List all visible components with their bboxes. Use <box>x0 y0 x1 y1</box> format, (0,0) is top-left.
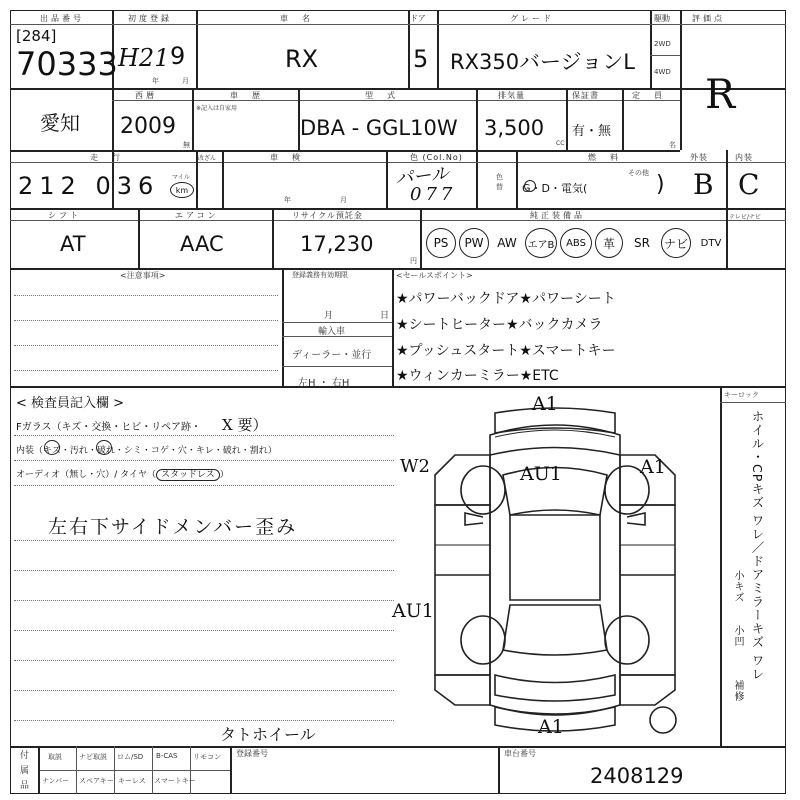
score: R <box>705 72 736 118</box>
lot-number: 70333 <box>16 45 118 83</box>
reg-label: 登録義務有効期限 <box>292 271 348 279</box>
km-unit: km <box>170 182 194 198</box>
footer-col2-bot: スペアキー <box>79 777 114 785</box>
shift-label: シフト <box>48 211 81 220</box>
model-label: 型 式 <box>365 91 398 100</box>
inspection-year: 年 <box>284 196 291 204</box>
equipment-item-1: PW <box>459 228 489 258</box>
footer-col3-top: ロム/SD <box>117 753 144 761</box>
color-label: 色 (Col.No) <box>410 153 463 162</box>
glass-mark: X 要） <box>222 416 268 434</box>
fuel-g-circle <box>524 180 536 192</box>
sales-label: <セールスポイント> <box>396 271 473 280</box>
handwritten-note-2: タトホイール <box>220 725 316 744</box>
footer-col3-bot: キーレス <box>118 777 146 785</box>
equipment-item-0: PS <box>426 228 456 258</box>
yen: 円 <box>410 257 417 265</box>
key-lock-label: キーロック <box>724 391 759 399</box>
grade: RX350バージョンL <box>450 50 635 74</box>
import-value: ディーラー・並行 <box>292 350 372 361</box>
drive-4wd: 4WD <box>654 68 671 76</box>
model: DBA - GGL10W <box>300 116 458 140</box>
ac: AAC <box>180 232 224 256</box>
reg-day: 日 <box>380 311 390 321</box>
legend-small-dent: 小凹 <box>732 625 743 647</box>
displacement: 3,500 <box>484 116 545 140</box>
year-label: 西暦 <box>135 91 157 100</box>
first-reg-label: 初度登録 <box>128 14 172 23</box>
warranty-label: 保証書 <box>572 91 599 100</box>
lot-sub: [284] <box>16 27 57 45</box>
interior: C <box>738 168 760 201</box>
legend-small-scratch: 小キズ <box>732 570 743 603</box>
handle-value: 左H ・ 右H <box>298 378 350 389</box>
footer-col1-bot: ナンバー <box>42 777 70 785</box>
equipment-item-2: AW <box>497 236 517 250</box>
equipment-label: 純正装備品 <box>530 211 585 220</box>
replaced-label: 改ざん <box>198 155 217 162</box>
footer-col1-top: 取説 <box>48 753 62 761</box>
attach-1: 付 <box>20 751 30 761</box>
doors-label: ドア <box>410 14 426 23</box>
year-mu: 無 <box>183 141 190 149</box>
exterior-label: 外装 <box>690 153 708 162</box>
footer-col4-bot: スマートキー <box>154 777 196 785</box>
chassis-number: 2408129 <box>590 764 684 788</box>
glass-line: Fガラス（キズ・交換・ヒビ・リペア跡・ <box>16 422 202 433</box>
legend-repair: 補修 <box>732 680 743 702</box>
fuel-label: 燃 料 <box>588 153 621 162</box>
equipment-item-4: ABS <box>560 228 592 258</box>
drive-2wd: 2WD <box>654 40 671 48</box>
mark-left-side: AU1 <box>392 600 434 622</box>
audio-line: オーディオ（無し・穴）/ タイヤ（ スタッドレス ） <box>16 470 229 480</box>
equipment-item-7: ナビ <box>661 228 691 258</box>
sales-point-2: ★シートヒーター★バックカメラ <box>396 317 603 333</box>
fuel-other: その他 <box>628 169 649 177</box>
mileage-label: 走 行 <box>90 153 123 162</box>
color-change: 色替 <box>496 173 503 191</box>
footer-col2-top: ナビ取説 <box>79 753 107 761</box>
tire-value: スタッドレス <box>156 469 220 481</box>
legend-text: ホイル・CPキズ ワレ／ドアミラーキズ ワレ <box>750 410 765 682</box>
mark-top: A1 <box>532 393 558 415</box>
sales-point-1: ★パワーバックドア★パワーシート <box>396 291 616 307</box>
region: 愛知 <box>40 111 80 135</box>
capacity-label: 定 員 <box>632 91 665 100</box>
footer-col4-top: B-CAS <box>156 752 178 760</box>
equipment-item-5: 革 <box>595 228 623 258</box>
mark-right: A1 <box>640 456 666 478</box>
handwritten-note-1: 左右下サイドメンバー歪み <box>48 516 298 538</box>
reg-no-label: 登録番号 <box>236 749 268 758</box>
first-reg-era: H21 <box>118 44 170 72</box>
recycle: 17,230 <box>300 232 374 256</box>
equipment-item-3: エアB <box>525 228 557 258</box>
attach-3: 品 <box>20 781 30 791</box>
import-label: 輸入車 <box>318 327 346 337</box>
capacity-unit: 名 <box>669 141 676 149</box>
fuel-close: ) <box>656 172 665 197</box>
fuel-value: G・D・電気( <box>522 182 588 195</box>
mark-bottom: A1 <box>538 716 564 738</box>
interior-circle-2 <box>96 440 112 455</box>
color-no: 077 <box>410 184 457 205</box>
first-reg-month: 9 <box>170 42 186 70</box>
inspector-label: < 検査員記入欄 > <box>16 396 125 411</box>
chassis-label: 車台番号 <box>504 749 536 758</box>
inspection-month: 月 <box>340 196 347 204</box>
warranty: 有・無 <box>572 124 612 139</box>
cc: CC <box>556 140 565 147</box>
grade-label: グレード <box>510 14 554 23</box>
sales-point-3: ★プッシュスタート★スマートキー <box>396 343 616 359</box>
equipment-item-8: DTV <box>700 237 722 249</box>
color-name: パール <box>394 163 450 190</box>
ac-label: エアコン <box>175 211 219 220</box>
attach-2: 属 <box>20 766 30 776</box>
doors: 5 <box>413 45 429 73</box>
lot-label: 出品番号 <box>40 14 84 23</box>
mileage: 212 036 <box>18 172 160 200</box>
interior-label: 内装 <box>735 153 753 162</box>
sales-point-4: ★ウィンカーミラー★ETC <box>396 368 559 384</box>
car-name: RX <box>285 45 319 73</box>
year: 2009 <box>120 114 176 139</box>
car-name-label: 車 名 <box>280 14 313 23</box>
interior-circle-1 <box>44 440 60 455</box>
score-label: 評価点 <box>692 14 725 23</box>
reg-month: 月 <box>324 311 334 321</box>
tv-label: テレビ/ナビ <box>729 214 761 221</box>
car-diagram <box>395 395 720 745</box>
equipment-item-6: SR <box>634 236 650 250</box>
history-note: ※記入は自家用 <box>196 105 238 112</box>
footer-col5-top: リモコン <box>193 753 221 761</box>
displacement-label: 排気量 <box>498 91 525 100</box>
exterior: B <box>693 168 714 201</box>
caution-label: <注意事項> <box>120 271 166 280</box>
mark-left: W2 <box>400 456 430 477</box>
interior-line: 内装（キズ・汚れ・破れ・シミ・コゲ・穴・キレ・破れ・割れ） <box>16 446 277 456</box>
mile-unit: マイル <box>172 174 190 181</box>
recycle-label: リサイクル預託金 <box>292 211 363 220</box>
mark-center: AU1 <box>520 463 562 485</box>
drive-label: 駆動 <box>654 14 670 23</box>
history-label: 車 歴 <box>230 91 263 100</box>
month-small: 月 <box>182 77 189 85</box>
year-small: 年 <box>152 77 159 85</box>
shift: AT <box>60 232 86 256</box>
inspection-label: 車 検 <box>270 153 303 162</box>
